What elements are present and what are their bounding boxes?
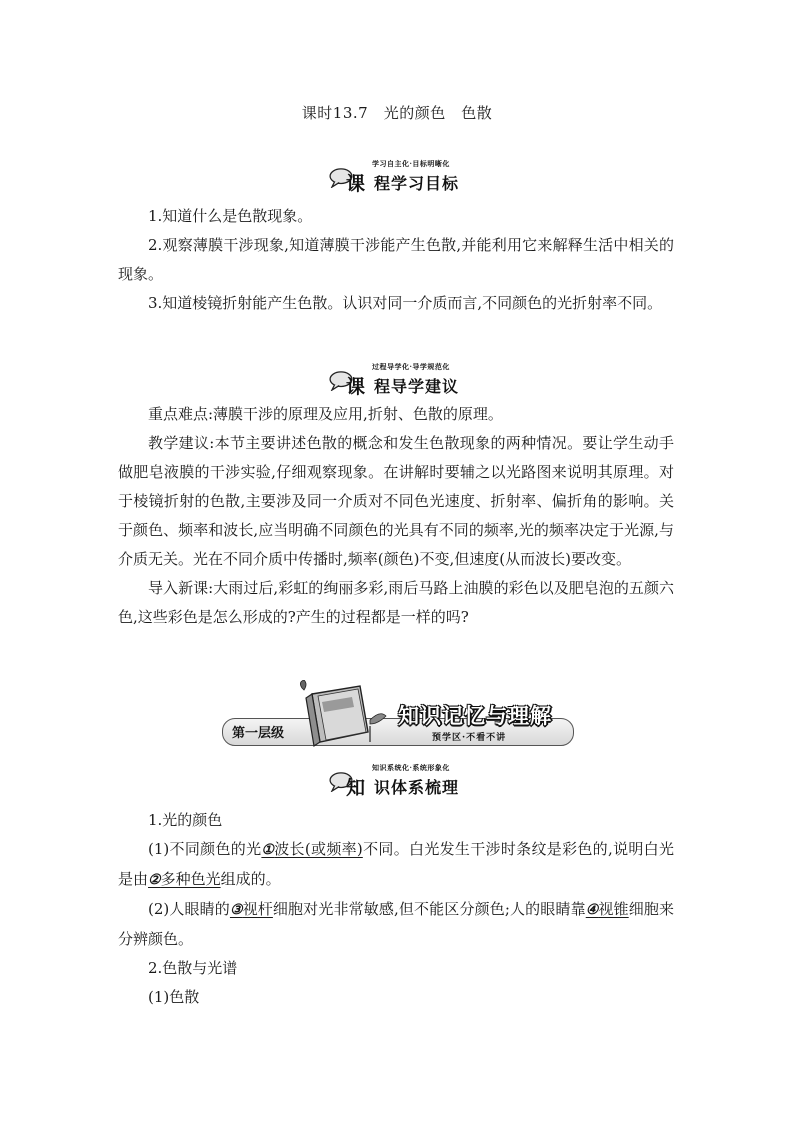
text-run: 不同。白光发生干涉时条纹是彩色的,说明白光是由 (118, 840, 674, 888)
knowledge-paragraph (118, 895, 674, 954)
text-run: (1)不同颜色的光 (148, 840, 262, 858)
guide-paragraph: 导入新课:大雨过后,彩虹的绚丽多彩,雨后马路上油膜的彩色以及肥皂泡的五颜六色,这些彩色是怎么形成的?产生的过程都是一样的吗? (118, 579, 674, 626)
answer-text: 波长(或频率) (274, 840, 363, 858)
text-run: (2)人眼睛的 (148, 900, 230, 918)
section-header-initial: 课 (346, 376, 366, 398)
section-header-tagline: 过程导学化·导学规范化 (372, 362, 450, 371)
section-header-label: 识体系梳理 (374, 778, 460, 797)
goals-list (118, 202, 674, 318)
banner-level: 第一层级 (232, 726, 285, 741)
answer-marker: ④ (585, 902, 599, 918)
text-run: 细胞对光非常敏感,但不能区分颜色;人的眼睛靠 (272, 900, 586, 918)
knowledge-paragraph (118, 835, 674, 895)
answer-marker: ③ (229, 902, 243, 918)
banner-heading: 知识记忆与理解 (398, 704, 552, 728)
answer-blank (261, 840, 362, 858)
text-run: 组成的。 (220, 870, 281, 888)
knowledge-content (118, 806, 674, 1012)
knowledge-subheading: (1)色散 (148, 988, 200, 1006)
answer-text: 视杆 (242, 900, 273, 918)
answer-text: 视锥 (598, 900, 629, 918)
section-header-initial: 知 (346, 777, 366, 799)
answer-marker: ① (261, 842, 275, 858)
level-banner (222, 688, 574, 754)
guide-paragraph: 重点难点:薄膜干涉的原理及应用,折射、色散的原理。 (148, 405, 503, 423)
answer-blank (148, 870, 221, 888)
section-header-tagline: 学习自主化·目标明晰化 (372, 159, 450, 168)
guide-paragraph: 教学建议:本节主要讲述色散的概念和发生色散现象的两种情况。要让学生动手做肥皂液膜的干涉实验,仔细观察现象。在讲解时要辅之以光路图来说明其原理。对于棱镜折射的色散,主要涉及同一介质对不同色光速度、折射率、偏折角的影响。关于颜色、频率和波长,应当明确不同颜色的光具有不同的频率,光的频率决定于光源,与介质无关。光在不同介质中传播时,频率(颜色)不变,但速度(从而波长)要改变。 (118, 434, 674, 568)
knowledge-heading: 1.光的颜色 (148, 811, 223, 829)
knowledge-heading: 2.色散与光谱 (148, 959, 238, 977)
goal-item: 2.观察薄膜干涉现象,知道薄膜干涉能产生色散,并能利用它来解释生活中相关的现象。 (118, 236, 674, 283)
section-header-label: 程导学建议 (374, 377, 460, 396)
section-header-label: 程学习目标 (374, 174, 460, 193)
answer-blank (586, 900, 629, 918)
section-header-system (328, 764, 478, 798)
guide-paragraphs (118, 400, 674, 632)
section-header-initial: 课 (346, 173, 366, 195)
page-title: 课时13.7 光的颜色 色散 (301, 104, 493, 122)
banner-subtitle: 预学区·不看不讲 (432, 733, 507, 743)
section-header-guide (328, 363, 478, 397)
goal-item: 3.知道棱镜折射能产生色散。认识对同一介质而言,不同颜色的光折射率不同。 (148, 294, 663, 312)
goal-item: 1.知道什么是色散现象。 (148, 207, 313, 225)
section-header-tagline: 知识系统化·系统形象化 (372, 763, 450, 772)
answer-text: 多种色光 (160, 870, 221, 888)
text-run: 细胞来分辨颜色。 (118, 900, 674, 948)
book-icon (282, 680, 392, 750)
answer-blank (230, 900, 273, 918)
answer-marker: ② (148, 872, 161, 888)
section-header-goals (328, 160, 478, 194)
